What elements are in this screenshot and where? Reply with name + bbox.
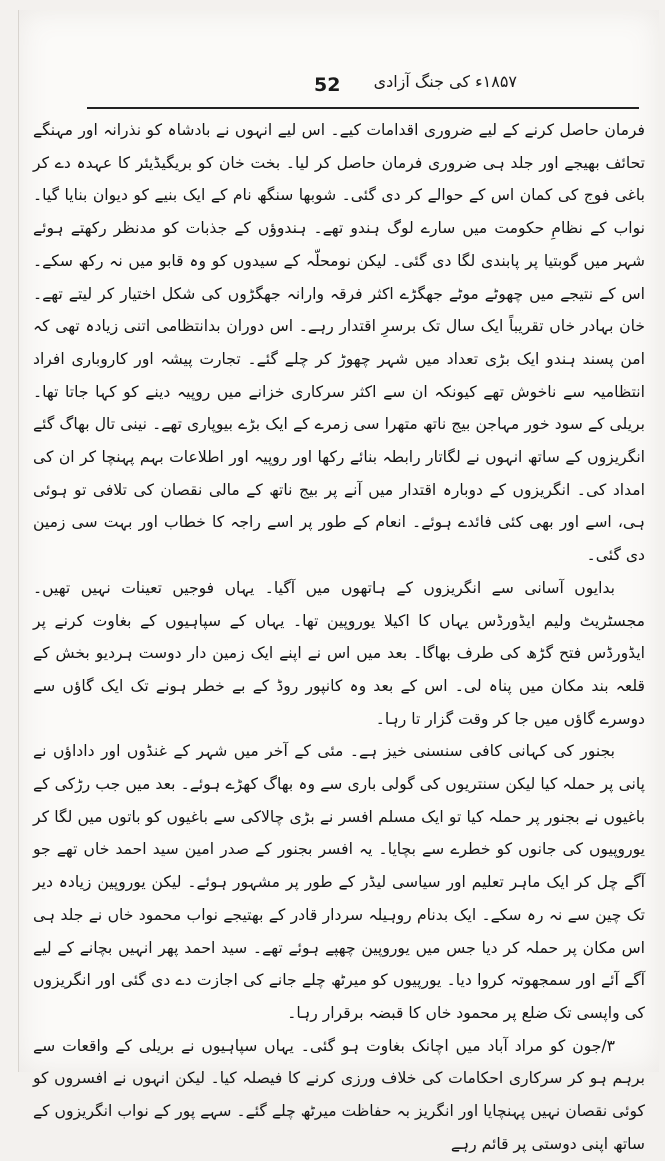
header-rule bbox=[87, 107, 639, 109]
body-text bbox=[33, 114, 645, 1161]
paragraph: بجنور کی کہانی کافی سنسنی خیز ہے۔ مئی کے آخر میں شہر کے غنڈوں اور داداؤں نے پانی پر حملہ کیا لیکن سنتریوں کی گولی باری سے وہ بھاگ کھڑے ہوئے۔ بعد میں جب رڑکی کے باغیوں نے بجنور پر حملہ کیا تو ایک مسلم افسر نے بڑی چالاکی سے باغیوں کو باتوں میں لگا کر یوروپیوں کی جانوں کو خطرے سے بچایا۔ یہ افسر بجنور کے صدر امین سید احمد خاں تھے جو آگے چل کر ایک ماہر تعلیم اور سیاسی لیڈر کے طور پر مشہور ہوئے۔ لیکن یوروپین زیادہ دیر تک چین سے نہ رہ سکے۔ ایک بدنام روہیلہ سردار قادر کے بھتیجے نواب محمود خاں نے جلد ہی اس مکان پر حملہ کر دیا جس میں یوروپین چھپے ہوئے تھے۔ سید احمد پھر انہیں بچانے کے لیے آگے آئے اور سمجھوتہ کروا دیا۔ یورپیوں کو میرٹھ چلے جانے کی اجازت دے دی گئی اور انگریزوں کی واپسی تک ضلع پر محمود خاں کا قبضہ برقرار رہا۔ bbox=[33, 742, 645, 1022]
running-title: ۱۸۵۷ء کی جنگ آزادی bbox=[373, 72, 517, 91]
page-number: 52 bbox=[314, 74, 341, 96]
page-header bbox=[89, 68, 639, 102]
book-page bbox=[18, 10, 659, 1153]
paragraph: فرمان حاصل کرنے کے لیے ضروری اقدامات کیے۔ اس لیے انہوں نے بادشاہ کو نذرانہ اور مہنگے تحائف بھیجے اور جلد ہی ضروری فرمان حاصل کر لیا۔ بخت خان کو بریگیڈیئر کا عہدہ دے کر باغی فوج کی کمان اس کے حوالے کر دی گئی۔ شوبھا سنگھ نام کے ایک بنیے کو دیوان بنایا گیا۔ نواب کے نظامِ حکومت میں سارے لوگ ہندو تھے۔ ہندوؤں کے جذبات کو مدنظر رکھتے ہوئے شہر میں گوبتیا پر پابندی لگا دی گئی۔ لیکن نومحلّہ کے سیدوں کو وہ قابو میں نہ رکھ سکے۔ اس کے نتیجے میں چھوٹے موٹے جھگڑے اکثر فرقہ وارانہ جھگڑوں کی شکل اختیار کر لیتے تھے۔ خان بہادر خاں تقریباً ایک سال تک برسرِ اقتدار رہے۔ اس دوران بدانتظامی اتنی زیادہ تھی کہ امن پسند ہندو ایک بڑی تعداد میں شہر چھوڑ کر چلے گئے۔ تجارت پیشہ اور کاروباری افراد انتظامیہ سے ناخوش تھے کیونکہ ان سے اکثر سرکاری خزانے میں روپیہ دینے کو کہا جاتا تھا۔ بریلی کے سود خور مہاجن بیج ناتھ متھرا سی زمرے کے ایک بڑے بیوپاری تھے۔ نینی تال بھاگ گئے انگریزوں کے ساتھ انہوں نے لگاتار رابطہ بنائے رکھا اور روپیہ اور اطلاعات بہم پہنچا کر ان کی امداد کی۔ انگریزوں کے دوبارہ اقتدار میں آنے پر بیج ناتھ کے مالی نقصان کی تلافی تو ہوئی ہی، اسے اور بھی کئی فائدے ہوئے۔ انعام کے طور پر اسے راجہ کا خطاب اور بہت سی زمین دی گئی۔ bbox=[33, 121, 645, 565]
paragraph: ۳/جون کو مراد آباد میں اچانک بغاوت ہو گئی۔ یہاں سپاہیوں نے بریلی کے واقعات سے برہم ہو کر سرکاری احکامات کی خلاف ورزی کرنے کا فیصلہ کیا۔ لیکن انہوں نے افسروں کو کوئی نقصان نہیں پہنچایا اور انگریز بہ حفاظت میرٹھ چلے گئے۔ سہے پور کے نواب انگریزوں کے ساتھ اپنی دوستی پر قائم رہے bbox=[33, 1036, 645, 1153]
paragraph: بدایوں آسانی سے انگریزوں کے ہاتھوں میں آگیا۔ یہاں فوجیں تعینات نہیں تھیں۔ مجسٹریٹ ولیم ایڈورڈس یہاں کا اکیلا یوروپین تھا۔ یہاں کے سپاہیوں کے بغاوت کرنے پر ایڈورڈس فتح گڑھ کی طرف بھاگا۔ بعد میں اس نے اپنے ایک زمین دار دوست ہردیو بخش کے قلعہ بند مکان میں پناہ لی۔ اس کے بعد وہ کانپور روڈ کے بے خطر ہونے تک ایک گاؤں سے دوسرے گاؤں میں جا کر وقت گزار تا رہا۔ bbox=[33, 578, 645, 728]
